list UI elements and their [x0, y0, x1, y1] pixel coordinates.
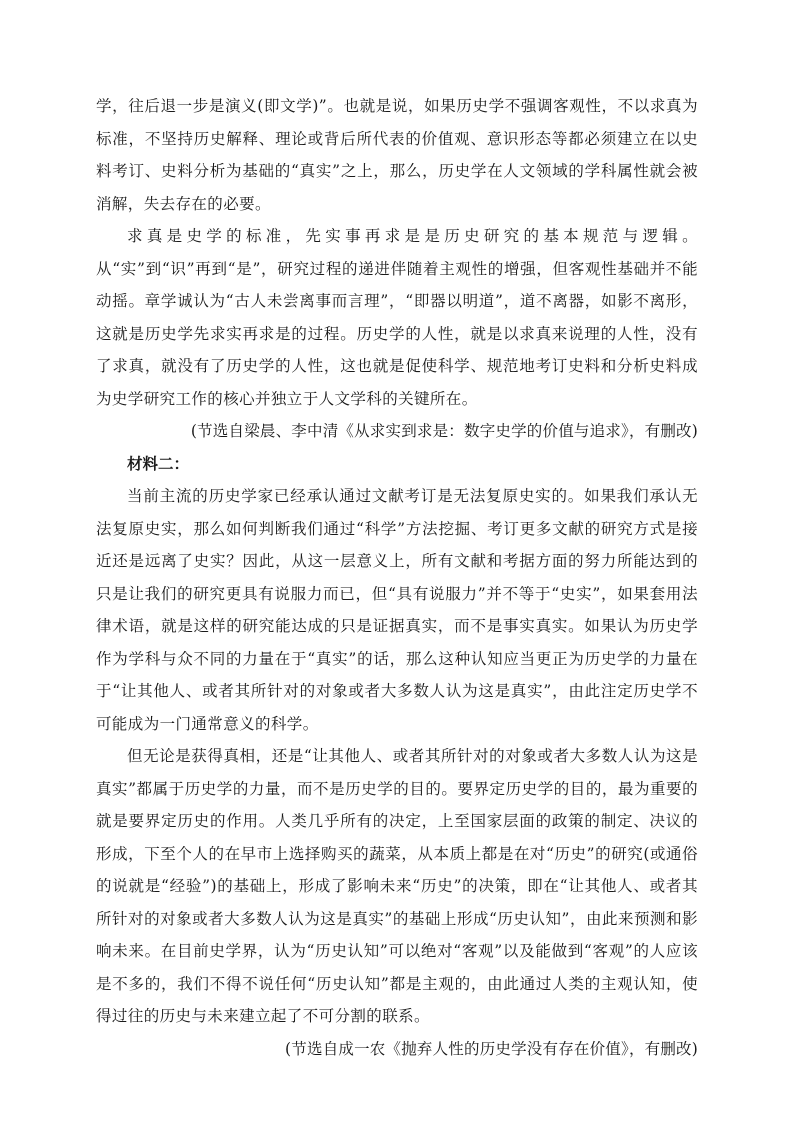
paragraph-mainstream-historians: 当前主流的历史学家已经承认通过文献考订是无法复原史实的。如果我们承认无法复原史实，那么如何判断我们通过“科学”方法挖掘、考订更多文献的研究方式是接近还是远离了史实？因此，从这一层意义上，所有文献和考据方面的努力所能达到的只是让我们的研究更具有说服力而已，但“具有说服力”并不等于“史实”，如果套用法律术语，就是这样的研究能达成的只是证据真实，而不是事实真实。如果认为历史学作为学科与众不同的力量在于“真实”的话，那么这种认知应当更正为历史学的力量在于“让其他人、或者其所针对的对象或者大多数人认为这是真实”，由此注定历史学不可能成为一门通常意义的科学。	[96, 487, 698, 733]
paragraph-purpose-of-history: 但无论是获得真相，还是“让其他人、或者其所针对的对象或者大多数人认为这是真实”都属于历史学的力量，而不是历史学的目的。要界定历史学的目的，最为重要的就是要界定历史的作用。人类几乎所有的决定，上至国家层面的政策的制定、决议的形成，下至个人的在早市上选择购买的蔬菜，从本质上都是在对“历史”的研究(或通俗的说就是“经验”)的基础上，形成了影响未来“历史”的决策，即在“让其他人、或者其所针对的对象或者大多数人认为这是真实”的基础上形成“历史认知”，由此来预测和影响未来。在目前史学界，认为“历史认知”可以绝对“客观”以及能做到“客观”的人应该是不多的，我们不得不说任何“历史认知”都是主观的，由此通过人类的主观认知，使得过往的历史与未来建立起了不可分割的联系。	[96, 747, 698, 1025]
source-citation-1: (节选自梁晨、李中清《从求实到求是：数字史学的价值与追求》，有删改)	[190, 422, 698, 440]
material-two-heading: 材料二：	[127, 453, 190, 473]
source-citation-2: (节选自成一农《抛弃人性的历史学没有存在价值》，有删改)	[285, 1039, 698, 1058]
paragraph-continuation: 学，往后退一步是演义(即文学)”。也就是说，如果历史学不强调客观性，不以求真为标准，不坚持历史解释、理论或背后所代表的价值观、意识形态等都必须建立在以史料考订、史料分析为基础的“真实”之上，那么，历史学在人文领域的学科属性就会被消解，失去存在的必要。	[96, 97, 698, 213]
paragraph-truth-seeking: 求真是史学的标准，先实事再求是是历史研究的基本规范与逻辑。从“实”到“识”再到“是”，研究过程的递进伴随着主观性的增强，但客观性基础并不能动摇。章学诚认为“古人未尝离事而言理”，“即器以明道”，道不离器，如影不离形，这就是历史学先求实再求是的过程。历史学的人性，就是以求真来说理的人性，没有了求真，就没有了历史学的人性，这也就是促使科学、规范地考订史料和分析史料成为史学研究工作的核心并独立于人文学科的关键所在。	[96, 227, 698, 408]
document-page	[96, 90, 698, 1065]
